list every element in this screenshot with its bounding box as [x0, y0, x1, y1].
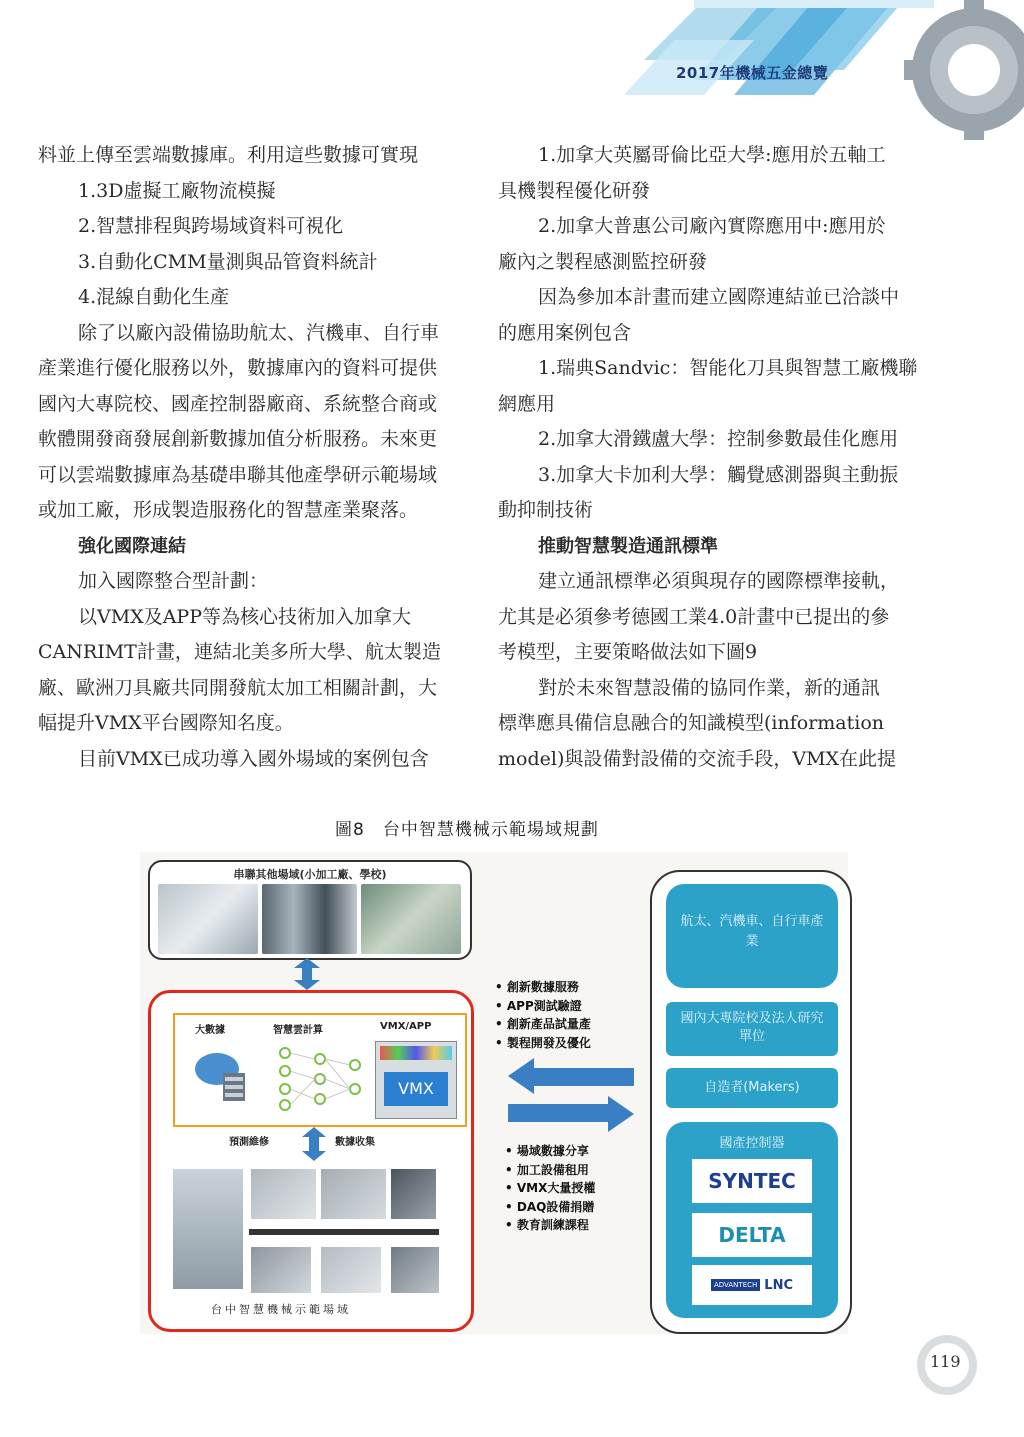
demo-field-frame	[148, 990, 474, 1332]
text-line: 動抑制技術	[498, 499, 594, 521]
text-line: 除了以廠內設備協助航太、汽機車、自行車	[78, 321, 440, 344]
advantech-lnc-logo	[692, 1265, 812, 1305]
cnc-machine-photo	[321, 1169, 386, 1219]
advantech-logo: ADVANTECH	[711, 1279, 760, 1291]
text-line: 國內大專院校、國產控制器廠商、系統整合商或	[38, 392, 438, 415]
text-line: 尤其是必須參考德國工業4.0計畫中已提出的參	[498, 605, 890, 628]
top-box-title: 串聯其他場域(小加工廠、學校)	[233, 868, 387, 881]
academia-tile: 國內大專院校及法人研究單位	[666, 1002, 838, 1056]
cnc-machine-2-photo	[391, 1169, 436, 1219]
text-line: 具機製程優化研發	[498, 179, 651, 202]
horizontal-arrows-icon	[508, 1058, 634, 1132]
text-line: 目前VMX已成功導入國外場域的案例包含	[78, 747, 429, 770]
lnc-logo: LNC	[764, 1277, 793, 1293]
text-line: 料並上傳至雲端數據庫。利用這些數據可實現	[38, 144, 419, 166]
text-line: 廠內之製程感測監控研發	[498, 250, 708, 273]
demo-field-title: 台中智慧機械示範場域	[211, 1303, 351, 1316]
left-column	[38, 138, 458, 777]
figure-diagram	[140, 852, 848, 1334]
cloud-database-icon	[191, 1045, 251, 1105]
factory-photo	[158, 884, 258, 954]
big-data-label: 大數據	[195, 1025, 225, 1036]
text-line: 可以雲端數據庫為基礎串聯其他產學研示範場域	[38, 463, 438, 486]
list-item: • DAQ設備捐贈	[505, 1199, 595, 1214]
list-item: • 創新產品試量產	[495, 1017, 591, 1031]
text-line: 網應用	[498, 392, 556, 415]
text-line: 4.混線自動化生產	[78, 286, 230, 308]
text-line: 考模型，主要策略做法如下圖9	[498, 641, 758, 663]
text-line: 的應用案例包含	[498, 321, 632, 344]
industry-tile: 航太、汽機車、自行車產業	[666, 884, 838, 988]
right-column	[498, 138, 918, 777]
network-bus-line	[249, 1229, 439, 1235]
machine-cell-3-photo	[391, 1247, 439, 1293]
sharing-list	[505, 1142, 595, 1235]
predictive-maintenance-label: 預測維修	[229, 1137, 269, 1148]
text-line: 1.加拿大英屬哥倫比亞大學:應用於五軸工	[538, 144, 886, 166]
figure-caption: 圖8 台中智慧機械示範場域規劃	[335, 820, 599, 840]
controller-vendors-label: 國產控制器	[719, 1136, 785, 1151]
page-number: 119	[930, 1352, 961, 1371]
robot-arm-photo	[251, 1169, 316, 1219]
text-line: 因為參加本計畫而建立國際連結並已洽談中	[538, 286, 900, 308]
vmx-app-panel	[375, 1041, 457, 1119]
double-arrow-icon	[292, 958, 322, 990]
text-line: 軟體開發商發展創新數據加值分析服務。未來更	[38, 428, 438, 450]
makers-tile: 自造者(Makers)	[666, 1068, 838, 1108]
list-item: • VMX大量授權	[505, 1181, 596, 1195]
vmx-screen: VMX	[384, 1072, 448, 1106]
text-line: 建立通訊標準必須與現存的國際標準接軌，	[538, 570, 900, 592]
list-item: • APP測試驗證	[495, 998, 582, 1013]
text-line: 3.自動化CMM量測與品管資料統計	[78, 250, 378, 273]
text-line: model)與設備對設備的交流手段，VMX在此提	[498, 747, 897, 770]
machine-cell-photo	[251, 1247, 311, 1293]
double-arrow-icon	[301, 1127, 327, 1161]
text-line: 1.3D虛擬工廠物流模擬	[78, 179, 276, 202]
vmx-app-label: VMX/APP	[380, 1021, 432, 1032]
data-collection-label: 數據收集	[335, 1137, 375, 1148]
controller-vendors-tile	[666, 1122, 838, 1318]
text-line: CANRIMT計畫，連結北美多所大學、航太製造	[38, 641, 441, 663]
text-line: 1.瑞典Sandvic：智能化刀具與智慧工廠機聯	[538, 357, 918, 379]
services-list	[495, 978, 591, 1052]
text-line: 2.加拿大滑鐵盧大學：控制參數最佳化應用	[538, 428, 899, 450]
list-item: • 製程開發及優化	[495, 1035, 591, 1050]
text-line: 對於未來智慧設備的協同作業，新的通訊	[538, 676, 881, 699]
text-line: 加入國際整合型計劃：	[78, 570, 269, 592]
top-field-box	[148, 860, 472, 960]
text-line: 產業進行優化服務以外，數據庫內的資料可提供	[38, 357, 438, 379]
list-item: • 加工設備租用	[505, 1162, 589, 1177]
delta-logo: DELTA	[692, 1213, 812, 1257]
text-line: 幅提升VMX平台國際知名度。	[38, 712, 294, 734]
cloud-computing-label: 智慧雲計算	[273, 1025, 323, 1036]
list-item: • 場域數據分享	[505, 1144, 589, 1158]
section-heading: 強化國際連結	[78, 535, 186, 557]
machine-row-photo	[262, 884, 357, 954]
text-line: 廠、歐洲刀具廠共同開發航太加工相關計劃，大	[38, 676, 438, 699]
app-icons-strip	[380, 1046, 452, 1060]
text-line: 標準應具備信息融合的知識模型(information	[498, 712, 885, 734]
text-line: 以VMX及APP等為核心技術加入加拿大	[78, 605, 411, 628]
classroom-photo	[361, 884, 461, 954]
list-item: • 教育訓練課程	[505, 1218, 589, 1232]
text-line: 3.加拿大卡加利大學：觸覺感測器與主動振	[538, 463, 899, 486]
cloud-platform-box	[173, 1013, 467, 1127]
text-line: 2.智慧排程與跨場域資料可視化	[78, 215, 344, 237]
machine-cell-2-photo	[321, 1247, 381, 1293]
syntec-logo: SYNTEC	[692, 1159, 812, 1203]
text-line: 或加工廠，形成製造服務化的智慧產業聚落。	[38, 499, 419, 521]
partners-box	[650, 870, 852, 1334]
section-heading: 推動智慧製造通訊標準	[538, 535, 718, 557]
machining-parts-photo	[173, 1169, 243, 1289]
neural-network-icon	[275, 1041, 365, 1115]
list-item: • 創新數據服務	[495, 980, 579, 994]
header-title: 2017年機械五金總覽	[676, 64, 829, 82]
text-line: 2.加拿大普惠公司廠內實際應用中:應用於	[538, 215, 886, 237]
gear-icon	[904, 0, 1024, 140]
